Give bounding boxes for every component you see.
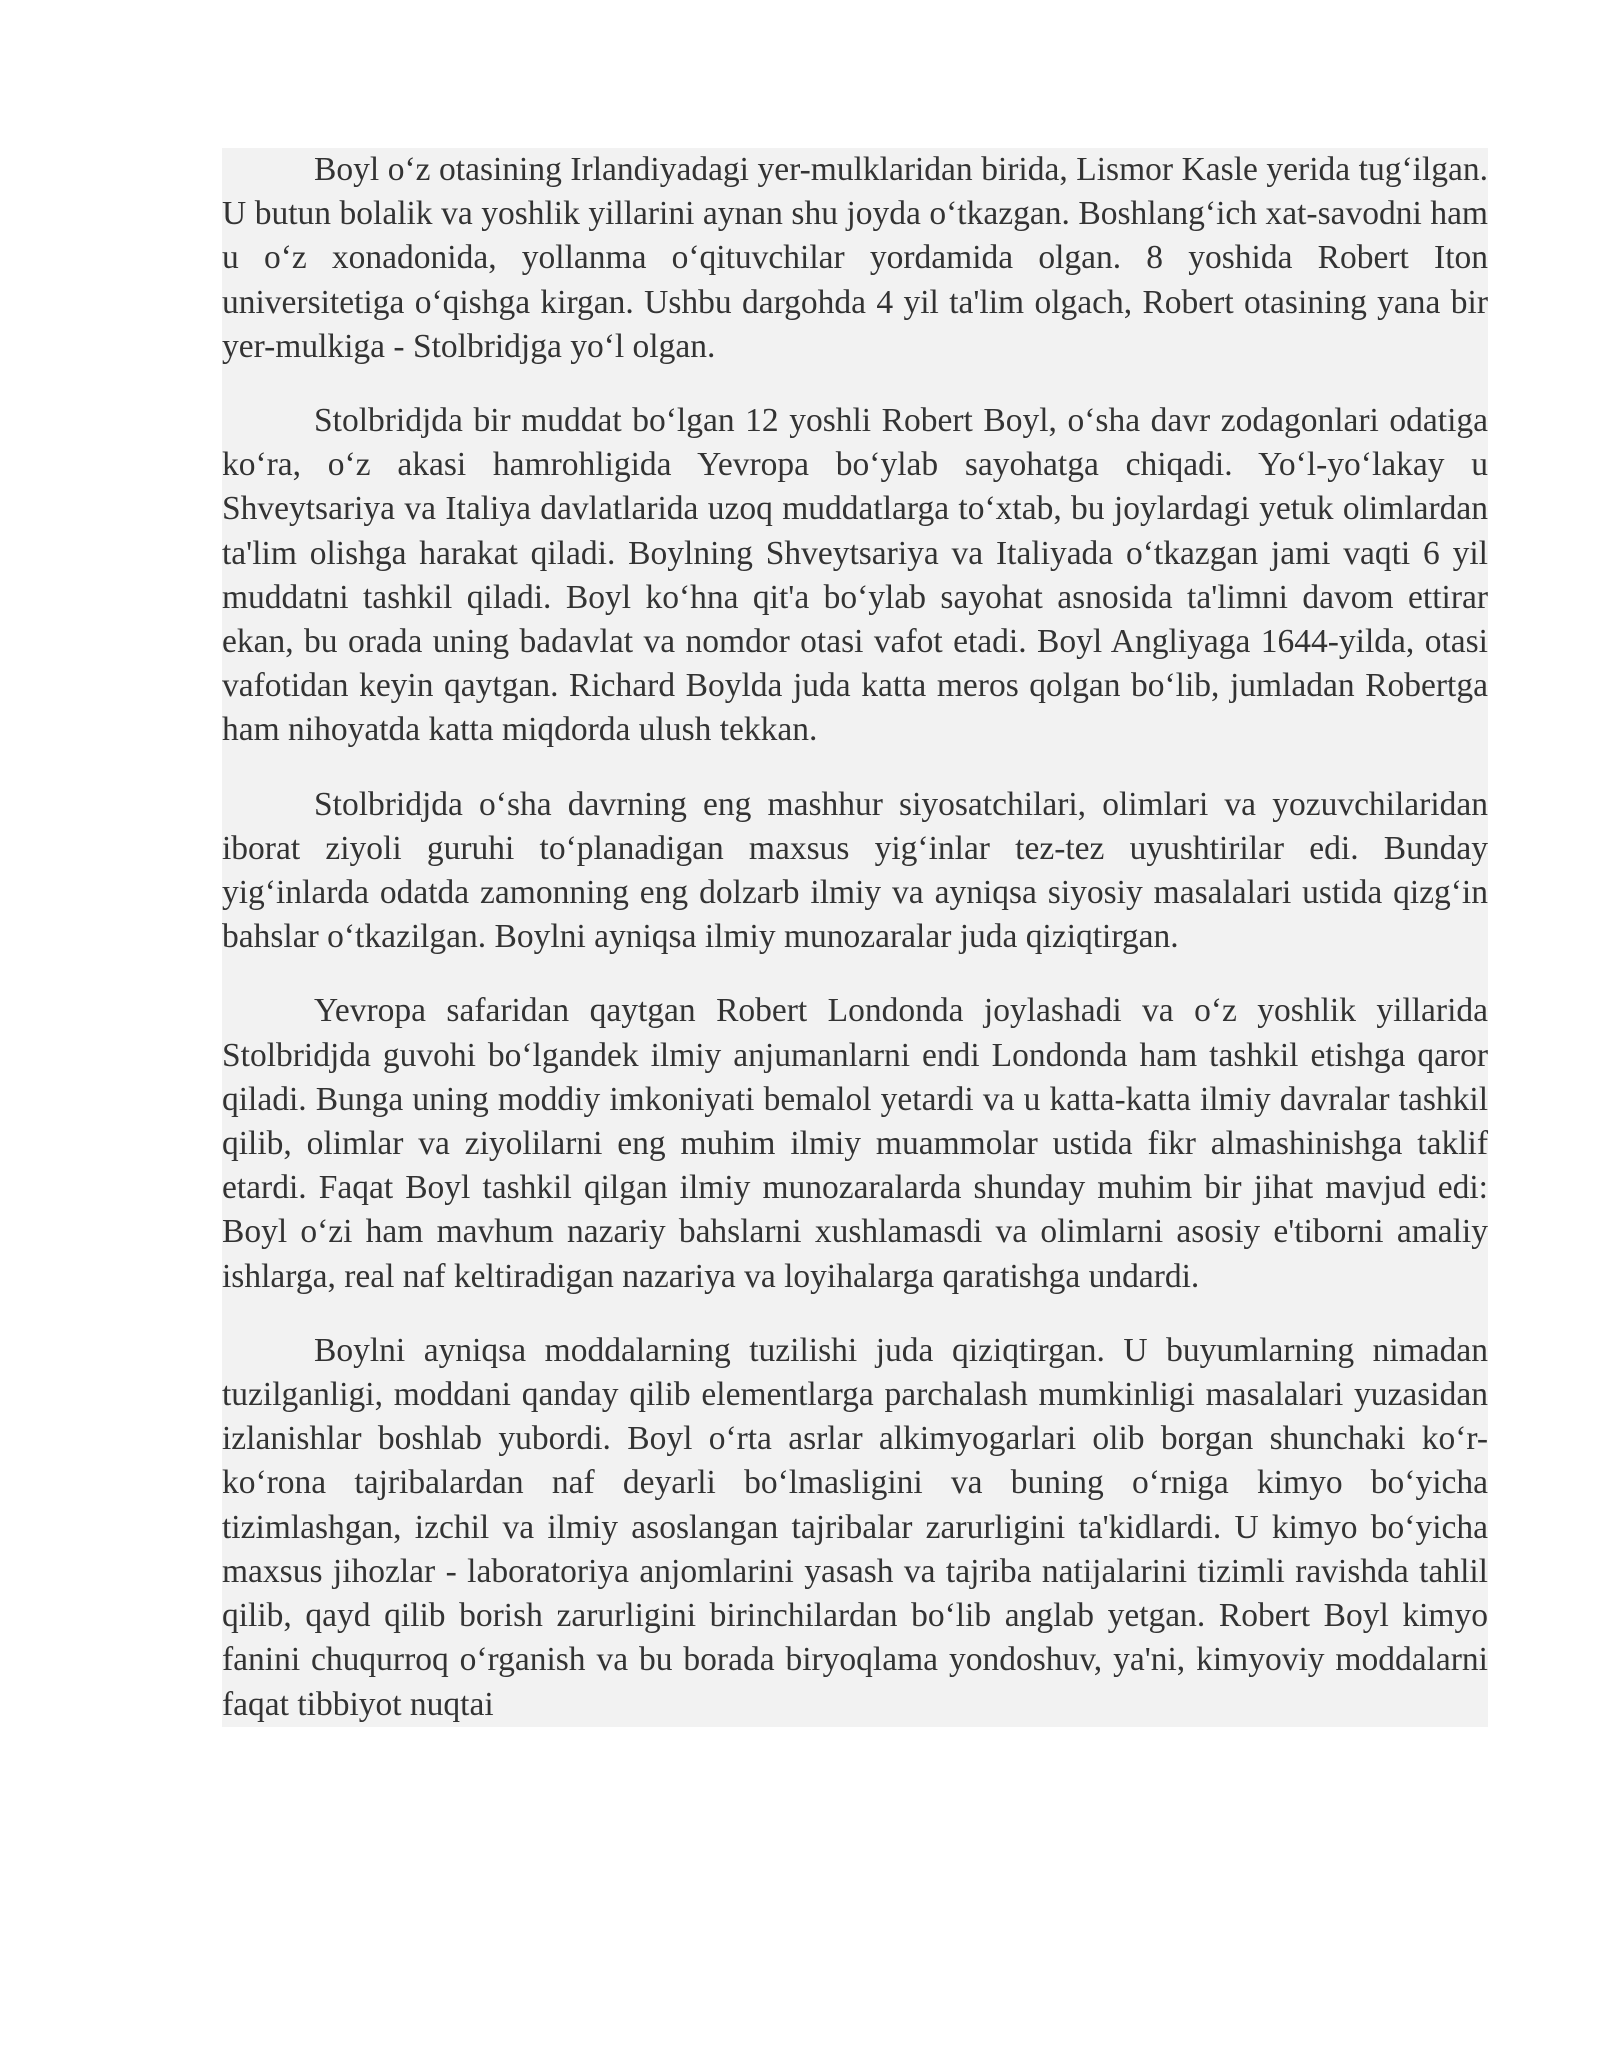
- paragraph-1: Boyl o‘z otasining Irlandiyadagi yer-mulklaridan birida, Lismor Kasle yerida tug‘ilgan. U butun bolalik va yoshlik yillarini aynan shu joyda o‘tkazgan. Boshlang‘ich xat-savodni ham u o‘z xonadonida, yollanma o‘qituvchilar yordamida olgan. 8 yoshida Robert Iton universitetiga o‘qishga kirgan. Ushbu dargohda 4 yil ta'lim olgach, Robert otasining yana bir yer-mulkiga - Stolbridjga yo‘l olgan.: [222, 151, 1488, 365]
- paragraph-2: Stolbridjda bir muddat bo‘lgan 12 yoshli Robert Boyl, o‘sha davr zodagonlari odatiga ko‘ra, o‘z akasi hamrohligida Yevropa bo‘ylab sayohatga chiqadi. Yo‘l-yo‘lakay u Shveytsariya va Italiya davlatlarida uzoq muddatlarga to‘xtab, bu joylardagi yetuk olimlardan ta'lim olishga harakat qiladi. Boylning Shveytsariya va Italiyada o‘tkazgan jami vaqti 6 yil muddatni tashkil qiladi. Boyl ko‘hna qit'a bo‘ylab sayohat asnosida ta'limni davom ettirar ekan, bu orada uning badavlat va nomdor otasi vafot etadi. Boyl Angliyaga 1644-yilda, otasi vafotidan keyin qaytgan. Richard Boylda juda katta meros qolgan bo‘lib, jumladan Robertga ham nihoyatda katta miqdorda ulush tekkan.: [222, 402, 1488, 749]
- document-text-block: [222, 148, 1488, 1727]
- paragraph-4: Yevropa safaridan qaytgan Robert Londonda joylashadi va o‘z yoshlik yillarida Stolbridjda guvohi bo‘lgandek ilmiy anjumanlarni endi Londonda ham tashkil etishga qaror qiladi. Bunga uning moddiy imkoniyati bemalol yetardi va u katta-katta ilmiy davralar tashkil qilib, olimlar va ziyolilarni eng muhim ilmiy muammolar ustida fikr almashinishga taklif etardi. Faqat Boyl tashkil qilgan ilmiy munozaralarda shunday muhim bir jihat mavjud edi: Boyl o‘zi ham mavhum nazariy bahslarni xushlamasdi va olimlarni asosiy e'tiborni amaliy ishlarga, real naf keltiradigan nazariya va loyihalarga qaratishga undardi.: [222, 992, 1488, 1295]
- paragraph-5: Boylni ayniqsa moddalarning tuzilishi juda qiziqtirgan. U buyumlarning nimadan tuzilganligi, moddani qanday qilib elementlarga parchalash mumkinligi masalalari yuzasidan izlanishlar boshlab yubordi. Boyl o‘rta asrlar alkimyogarlari olib borgan shunchaki ko‘r-ko‘rona tajribalardan naf deyarli bo‘lmasligini va buning o‘rniga kimyo bo‘yicha tizimlashgan, izchil va ilmiy asoslangan tajribalar zarurligini ta'kidlardi. U kimyo bo‘yicha maxsus jihozlar - laboratoriya anjomlarini yasash va tajriba natijalarini tizimli ravishda tahlil qilib, qayd qilib borish zarurligini birinchilardan bo‘lib anglab yetgan. Robert Boyl kimyo fanini chuqurroq o‘rganish va bu borada biryoqlama yondoshuv, ya'ni, kimyoviy moddalarni faqat tibbiyot nuqtai: [222, 1331, 1488, 1723]
- paragraph-3: Stolbridjda o‘sha davrning eng mashhur siyosatchilari, olimlari va yozuvchilaridan iborat ziyoli guruhi to‘planadigan maxsus yig‘inlar tez-tez uyushtirilar edi. Bunday yig‘inlarda odatda zamonning eng dolzarb ilmiy va ayniqsa siyosiy masalalari ustida qizg‘in bahslar o‘tkazilgan. Boylni ayniqsa ilmiy munozaralar juda qiziqtirgan.: [222, 785, 1488, 956]
